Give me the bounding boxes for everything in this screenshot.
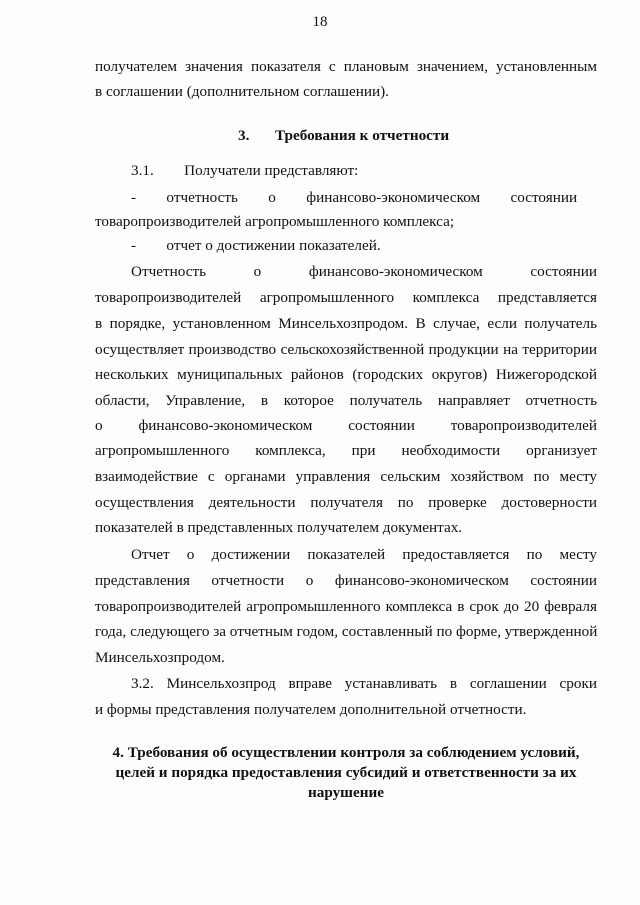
achievement-line-1: Отчет о достижении показателей предоставляется по месту: [131, 546, 597, 563]
report-line-11: показателей в представленных получателем документах.: [95, 519, 463, 536]
bullet-2: - отчет о достижении показателей.: [131, 237, 381, 254]
section-3-heading: [238, 126, 449, 146]
achievement-line-2: представления отчетности о финансово-экономическом состоянии: [95, 572, 597, 589]
report-line-4: осуществляет производство сельскохозяйственной продукции на территории: [95, 341, 597, 358]
report-line-1: Отчетность о финансово-экономическом состоянии: [131, 263, 597, 280]
report-line-2: товаропроизводителей агропромышленного комплекса представляется: [95, 289, 597, 306]
section-3-number: 3.: [238, 127, 250, 144]
bullet-1-line-2: товаропроизводителей агропромышленного комплекса;: [95, 213, 455, 230]
bullet-1-line-1: - отчетность о финансово-экономическом состоянии: [131, 189, 578, 206]
intro-line-2: в соглашении (дополнительном соглашении).: [95, 83, 389, 100]
achievement-line-4: года, следующего за отчетным годом, составленный по форме, утвержденной: [95, 623, 598, 640]
report-line-7: о финансово-экономическом состоянии товаропроизводителей: [95, 417, 597, 434]
achievement-line-3: товаропроизводителей агропромышленного комплекса в срок до 20 февраля: [95, 598, 597, 615]
report-line-8: агропромышленного комплекса, при необходимости организует: [95, 442, 597, 459]
page-number: 18: [312, 14, 328, 30]
clause-3-2-line-2: и формы представления получателем дополнительной отчетности.: [95, 701, 527, 718]
report-line-5: нескольких муниципальных районов (городских округов) Нижегородской: [95, 366, 597, 383]
report-line-3: в порядке, установленном Минсельхозпродом. В случае, если получатель: [95, 315, 597, 332]
clause-3-1: 3.1. Получатели представляют:: [131, 162, 359, 179]
section-4-heading-line-2: целей и порядка предоставления субсидий и ответственности за их: [115, 764, 577, 781]
report-line-9: взаимодействие с органами управления сельским хозяйством по месту: [95, 468, 597, 485]
section-4-heading-line-1: 4. Требования об осуществлении контроля за соблюдением условий,: [112, 744, 580, 761]
clause-3-2-line-1: 3.2. Минсельхозпрод вправе устанавливать в соглашении сроки: [131, 675, 597, 692]
section-4-heading-line-3: нарушение: [308, 784, 384, 801]
section-3-title: Требования к отчетности: [275, 127, 450, 144]
intro-line-1: получателем значения показателя с плановым значением, установленным: [95, 58, 597, 75]
achievement-line-5: Минсельхозпродом.: [95, 649, 225, 666]
report-line-6: области, Управление, в которое получатель направляет отчетность: [95, 392, 597, 409]
report-line-10: осуществления деятельности получателя по проверке достоверности: [95, 494, 597, 511]
